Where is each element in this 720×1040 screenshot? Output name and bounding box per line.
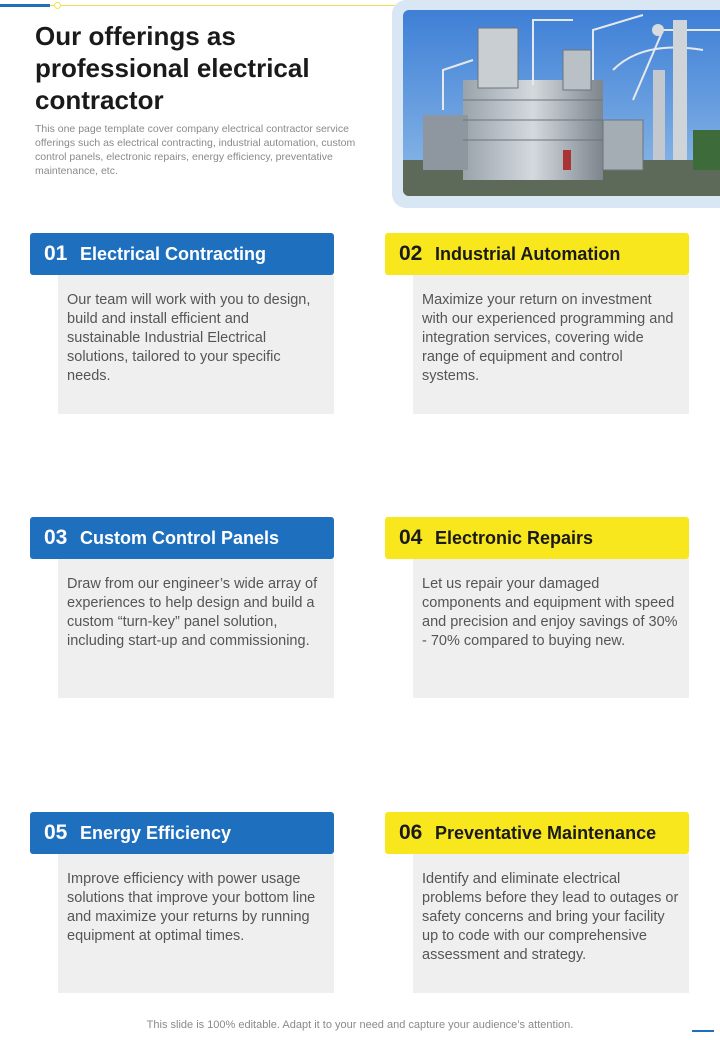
offering-card-01 bbox=[30, 233, 334, 414]
offering-card-06 bbox=[385, 812, 689, 993]
offering-body bbox=[58, 854, 334, 993]
offering-title: Electronic Repairs bbox=[435, 527, 594, 548]
substation-photo bbox=[403, 10, 720, 196]
offering-card-03 bbox=[30, 517, 334, 698]
offering-header bbox=[30, 812, 334, 854]
offering-header bbox=[385, 233, 689, 275]
offering-description: Draw from our engineer’s wide array of experiences to help design and build a custom “turn-key” panel solution, including start-up and commissioning. bbox=[67, 576, 318, 649]
page-title: Our offerings as professional electrical contractor bbox=[35, 21, 310, 115]
page-subtitle: This one page template cover company electrical contractor service offerings such as electrical contracting, industrial automation, custom control panels, electronic repairs, energy efficiency, preventative maintenance, etc. bbox=[35, 123, 356, 177]
offering-title: Custom Control Panels bbox=[80, 527, 280, 548]
offering-description: Improve efficiency with power usage solutions that improve your bottom line and maximize your returns by running equipment at optimal times. bbox=[67, 871, 316, 944]
offering-header bbox=[30, 233, 334, 275]
offering-body bbox=[413, 854, 689, 993]
offering-number: 04 bbox=[399, 526, 423, 549]
offering-number: 03 bbox=[44, 526, 68, 549]
offering-body bbox=[413, 275, 689, 414]
offering-description: Let us repair your damaged components and equipment with speed and precision and enjoy savings of 30% - 70% compared to buying new. bbox=[422, 576, 678, 649]
offering-title: Industrial Automation bbox=[435, 243, 621, 264]
offering-number: 02 bbox=[399, 242, 423, 265]
offering-description: Our team will work with you to design, build and install efficient and sustainable Industrial Electrical solutions, tailored to your specific needs. bbox=[67, 292, 311, 384]
offering-body bbox=[58, 559, 334, 698]
offering-title: Energy Efficiency bbox=[80, 822, 232, 843]
footer-note: This slide is 100% editable. Adapt it to your need and capture your audience’s attention. bbox=[146, 1019, 574, 1031]
offering-card-05 bbox=[30, 812, 334, 993]
offering-description: Identify and eliminate electrical problems before they lead to outages or safety concerns and bring your facility up to code with our comprehensive assessment and strategy. bbox=[422, 871, 679, 963]
offering-header bbox=[385, 812, 689, 854]
offering-header bbox=[30, 517, 334, 559]
offering-body bbox=[413, 559, 689, 698]
top-divider-line bbox=[50, 5, 395, 6]
offering-card-04 bbox=[385, 517, 689, 698]
offering-description: Maximize your return on investment with our experienced programming and integration services, covering wide range of equipment and control systems. bbox=[422, 292, 674, 384]
offering-number: 01 bbox=[44, 242, 68, 265]
divider-dot bbox=[54, 2, 61, 9]
offering-number: 05 bbox=[44, 821, 68, 844]
offering-card-02 bbox=[385, 233, 689, 414]
offering-title: Electrical Contracting bbox=[80, 243, 267, 264]
offering-body bbox=[58, 275, 334, 414]
top-accent-line bbox=[0, 4, 50, 7]
footer-accent-line bbox=[692, 1030, 714, 1032]
offering-title: Preventative Maintenance bbox=[435, 822, 657, 843]
offering-number: 06 bbox=[399, 821, 423, 844]
offering-header bbox=[385, 517, 689, 559]
